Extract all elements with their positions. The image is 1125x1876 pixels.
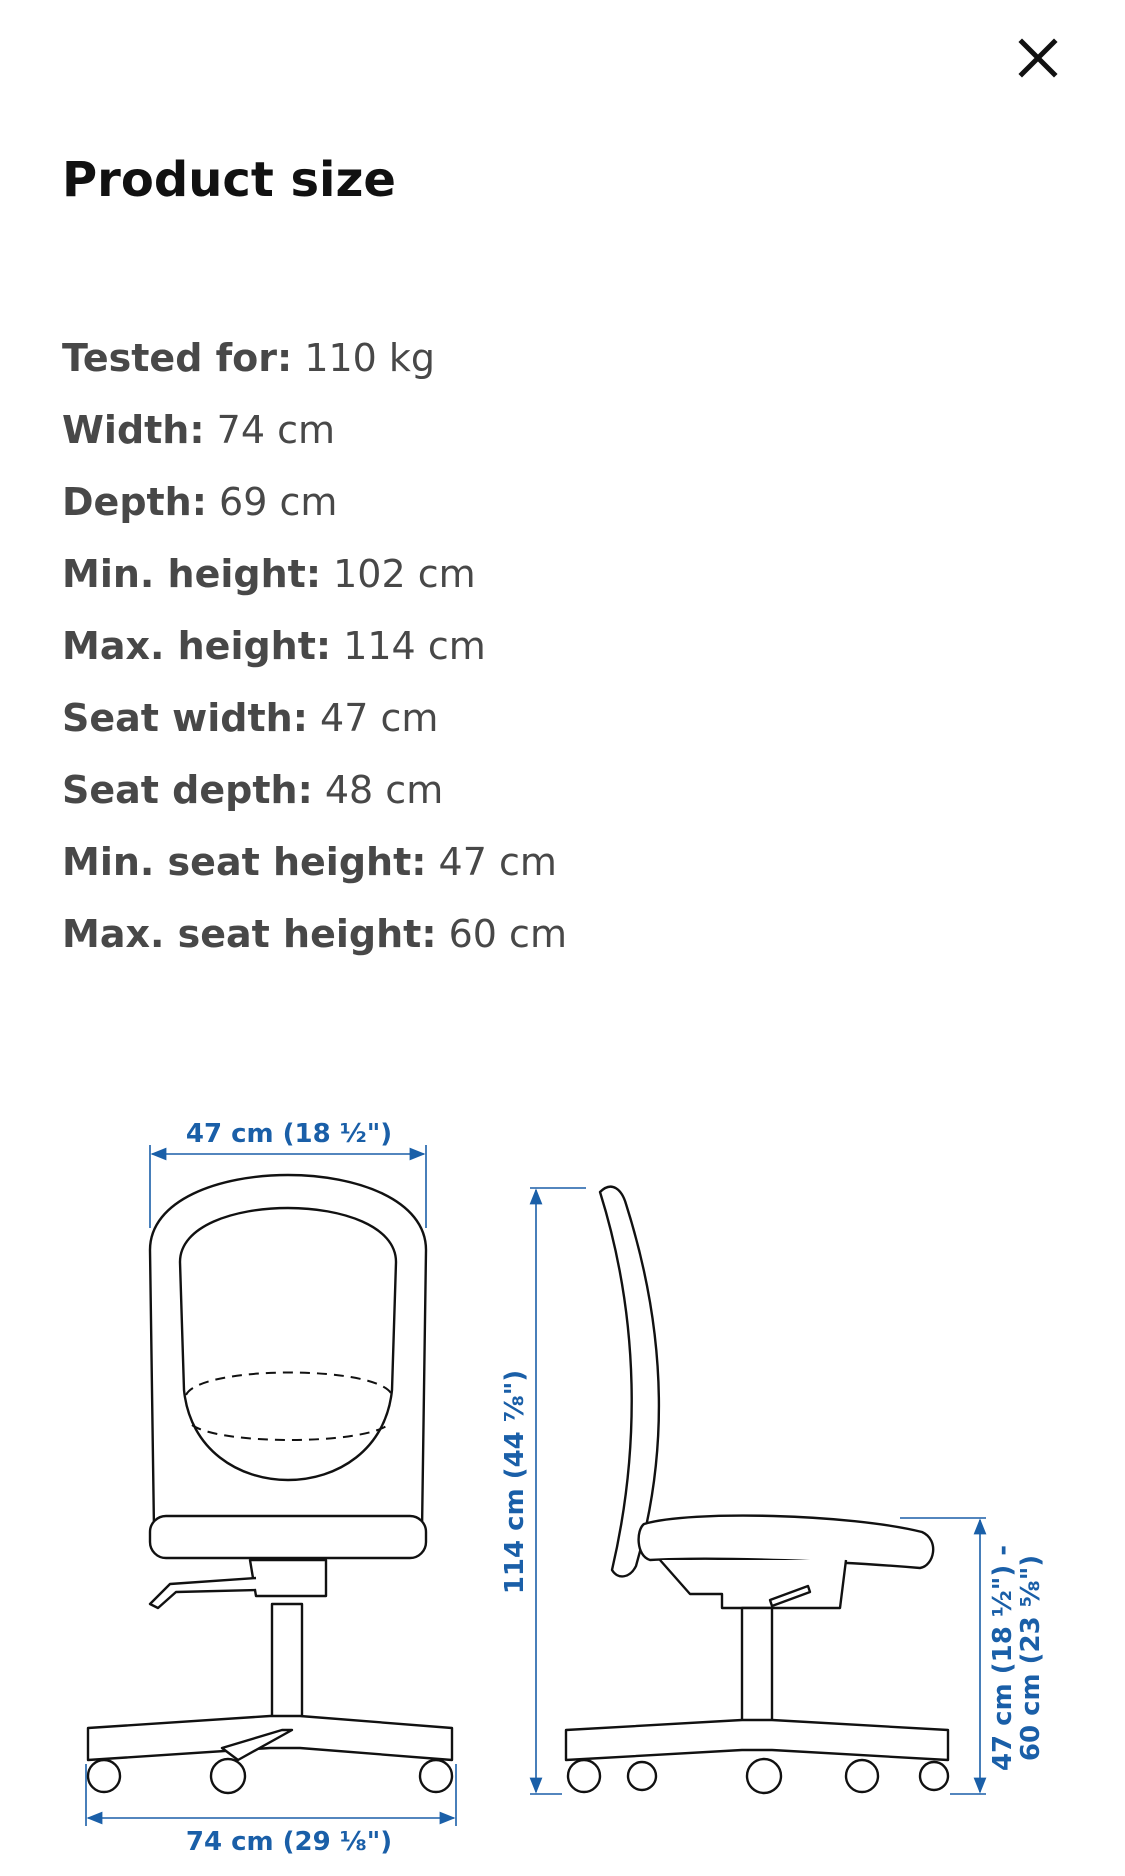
width-dimension xyxy=(86,1764,456,1857)
spec-max-seat-height: Max. seat height: 60 cm xyxy=(62,912,567,956)
chair-front-view xyxy=(88,1175,452,1793)
spec-seat-depth: Seat depth: 48 cm xyxy=(62,768,444,812)
caster-wheels xyxy=(88,1759,452,1793)
caster-wheels-side xyxy=(568,1759,948,1793)
seat-height-min-label: 47 cm (18 ½") - xyxy=(988,1544,1018,1772)
spec-min-seat-height: Min. seat height: 47 cm xyxy=(62,840,557,884)
spec-depth: Depth: 69 cm xyxy=(62,480,338,524)
width-label: 74 cm (29 ⅛") xyxy=(185,1827,393,1857)
chair-side-view xyxy=(566,1187,948,1793)
seat-height-max-label: 60 cm (23 ⅝") xyxy=(1016,1554,1046,1762)
page-title: Product size xyxy=(62,152,396,208)
spec-min-height: Min. height: 102 cm xyxy=(62,552,476,596)
spec-max-height: Max. height: 114 cm xyxy=(62,624,486,668)
height-label: 114 cm (44 ⅞") xyxy=(500,1369,530,1595)
spec-seat-width: Seat width: 47 cm xyxy=(62,696,439,740)
height-dimension xyxy=(500,1188,586,1794)
spec-tested-for: Tested for: 110 kg xyxy=(62,336,436,380)
seat-width-label: 47 cm (18 ½") xyxy=(185,1119,393,1149)
spec-width: Width: 74 cm xyxy=(62,408,335,452)
